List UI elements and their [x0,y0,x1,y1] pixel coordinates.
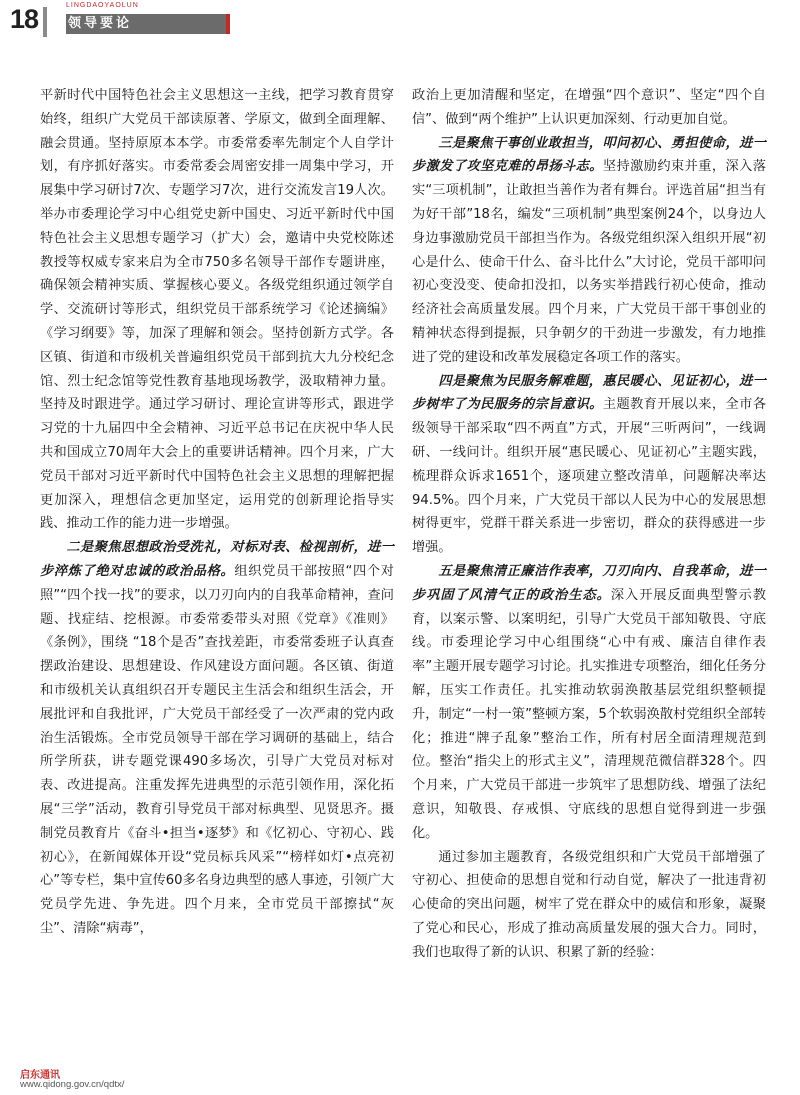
footer-url: www.qidong.gov.cn/qdtx/ [20,1079,125,1090]
column-pinyin: LINGDAOYAOLUN [66,2,139,9]
paragraph-body: 深入开展反面典型警示教育，以案示警、以案明纪，引导广大党员干部知敬畏、守底线。市委理论学习中心组围绕“心中有戒、廉洁自律作表率”主题开展专题学习讨论。扎实推进专项整治，细化任务分解，压实工作责任。扎实推动软弱涣散基层党组织整顿提升，制定“一村一策”整顿方案，5个软弱涣散村党组织全部转化；推进“牌子乱象”整治工作，所有村居全面清理规范到位。整治“指尖上的形式主义”，清理规范微信群328个。四个月来，广大党员干部进一步筑牢了思想防线、增强了法纪意识，知敬畏、存戒惧、守底线的思想自觉得到进一步强化。 [412,587,767,841]
page-number: 18 [10,4,39,34]
paragraph [40,536,394,941]
paragraph: 平新时代中国特色社会主义思想这一主线，把学习教育贯穿始终，组织广大党员干部读原著、学原文，做到全面理解、融会贯通。坚持原原本本学。市委常委率先制定个人自学计划，有序抓好落实。市委常委会周密安排一周集中学习，开展集中学习研讨7次、专题学习7次，进行交流发言19人次。举办市委理论学习中心组党史新中国史、习近平新时代中国特色社会主义思想专题学习（扩大）会，邀请中央党校陈述教授等权威专家来启为全市750多名领导干部作专题讲座，确保领会精神实质、掌握核心要义。各级党组织通过领学自学、交流研讨等形式，组织党员干部系统学习《论述摘编》《学习纲要》等，加深了理解和领会。坚持创新方式学。各区镇、街道和市级机关普遍组织党员干部到抗大九分校纪念馆、烈士纪念馆等党性教育基地现场教学，汲取精神力量。坚持及时跟进学。通过学习研讨、理论宣讲等形式，跟进学习党的十九届四中全会精神、习近平总书记在庆祝中华人民共和国成立70周年大会上的重要讲话精神。四个月来，广大党员干部对习近平新时代中国特色社会主义思想的理解把握更加深入，理想信念更加坚定，运用党的创新理论指导实践、推动工作的能力进一步增强。 [40,88,394,532]
paragraph-body: 坚持激励约束并重，深入落实“三项机制”，让敢担当善作为者有舞台。评选首届“担当有为好干部”18名，编发“三项机制”典型案例24个，以身边人身边事激励党员干部担当作为。各级党组织深入组织开展“初心是什么、使命干什么、奋斗比什么”大讨论，党员干部叩问初心变没变、使命扣没扣，以务实举措践行初心使命，推动经济社会高质量发展。四个月来，广大党员干部干事创业的精神状态得到提振，只争朝夕的干劲进一步激发，有力地推进了党的建设和改革发展稳定各项工作的落实。 [412,159,767,365]
right-column [412,84,766,964]
paragraph [412,132,766,370]
header-divider [43,7,47,37]
column-name: 领导要论 [68,16,133,31]
section-lead: 三是聚焦干事创业敢担当，叩问初心、勇担使命，进一步激发了攻坚克难的昂扬斗志。 [412,135,766,175]
paragraph: 通过参加主题教育，各级党组织和广大党员干部增强了守初心、担使命的思想自觉和行动自觉，解决了一批违背初心使命的突出问题，树牢了党在群众中的威信和形象，凝聚了党心和民心，形成了推动高质量发展的强大合力。同时，我们也取得了新的认识、积累了新的经验： [412,849,766,960]
paragraph [412,370,766,560]
section-lead: 二是聚焦思想政治受洗礼，对标对表、检视剖析，进一步淬炼了绝对忠诚的政治品格。 [40,540,394,579]
paragraph [412,560,766,846]
page-footer [0,1066,800,1095]
header-accent [226,14,230,34]
paragraph: 政治上更加清醒和坚定，在增强“四个意识”、坚定“四个自信”、做到“两个维护”上认识更加深刻、行动更加自觉。 [412,88,766,127]
section-lead: 五是聚焦清正廉洁作表率，刀刃向内、自我革命，进一步巩固了风清气正的政治生态。 [412,563,766,603]
page-header [0,0,800,44]
left-column [40,84,394,941]
section-lead: 四是聚焦为民服务解难题，惠民暖心、见证初心，进一步树牢了为民服务的宗旨意识。 [412,373,766,413]
paragraph-body: 主题教育开展以来，全市各级领导干部采取“四不两直”方式，开展“三听两问”，一线调研、一线问计。组织开展“惠民暖心、见证初心”主题实践，梳理群众诉求1651个，逐项建立整改清单，问题解决率达94.5%。四个月来，广大党员干部以人民为中心的发展思想树得更牢，党群干群关系进一步密切，群众的获得感进一步增强。 [412,397,767,556]
paragraph-body: 组织党员干部按照“四个对照”“四个找一找”的要求，以刀刃向内的自我革命精神，查问题、找症结、挖根源。市委常委带头对照《党章》《准则》《条例》，围绕 “18个是否”查找差距，市委常委班子认真查摆政治建设、思想建设、作风建设方面问题。各区镇、街道和市级机关认真组织召开专题民主生活会和组织生活会，开展批评和自我批评，广大党员干部经受了一次严肃的党内政治生活锻炼。全市党员领导干部在学习调研的基础上，结合所学所获，讲专题党课490多场次，引导广大党员对标对表、改进提高。注重发挥先进典型的示范引领作用，深化拓展“三学”活动，教育引导党员干部对标典型、见贤思齐。摄制党员教育片《奋斗•担当•逐梦》和《忆初心、守初心、践初心》，在新闻媒体开设“党员标兵风采”“榜样如灯•点亮初心”等专栏，集中宣传60多名身边典型的感人事迹，引领广大党员学先进、争先进。四个月来，全市党员干部擦拭“灰尘”、清除“病毒”， [40,563,394,936]
footer-logo: 启东通讯 [20,1070,60,1081]
